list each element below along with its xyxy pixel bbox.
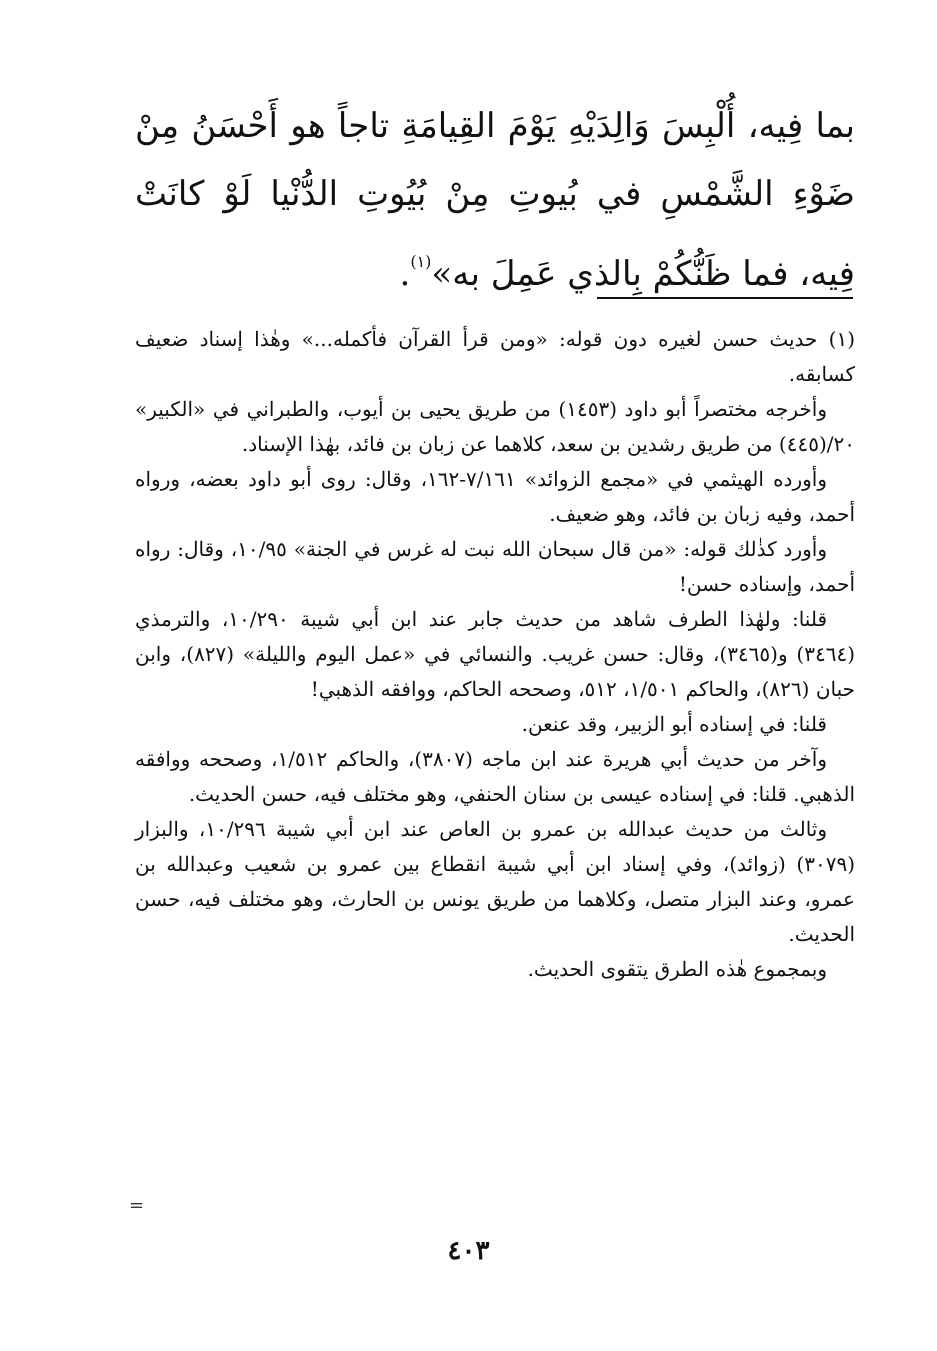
footnote-paragraph: وبمجموع هٰذه الطرق يتقوى الحديث. — [527, 957, 827, 981]
main-text-body: بما فِيه، أُلْبِسَ وَالِدَيْهِ يَوْمَ القِيامَةِ تاجاً هو أَحْسَنُ مِنْ ضَوْءِ الشَّمْسِ في بُيوتِ مِنْ بُيُوتِ الدُّنْيا لَوْ كانَتْ فِيه، فما ظَنُّكُمْ بِالذي عَمِلَ به» — [135, 106, 855, 294]
footnote-paragraph: وأورد كذٰلك قوله: «من قال سبحان الله نبت له غرس في الجنة» ١٠/٩٥، وقال: رواه أحمد، وإسناده حسن! — [135, 537, 855, 596]
footnotes — [135, 322, 855, 987]
margin-continuation-mark: = — [129, 1195, 145, 1216]
footnote-paragraph: (١) حديث حسن لغيره دون قوله: «ومن قرأ القرآن فأكمله...» وهٰذا إسناد ضعيف كسابقه. — [135, 327, 855, 386]
footnote-paragraph: وآخر من حديث أبي هريرة عند ابن ماجه (٣٨٠٧)، والحاكم ١/٥١٢، وصححه ووافقه الذهبي. قلنا: في إسناده عيسى بن سنان الحنفي، وهو مختلف فيه، حسن الحديث. — [135, 747, 855, 806]
footnote-paragraph: وأورده الهيثمي في «مجمع الزوائد» ٧/١٦١-١٦٢، وقال: روى أبو داود بعضه، ورواه أحمد، وفيه زبان بن فائد، وهو ضعيف. — [135, 467, 855, 526]
footnote-separator — [597, 297, 853, 299]
footnote-paragraph: وأخرجه مختصراً أبو داود (١٤٥٣) من طريق يحيى بن أيوب، والطبراني في «الكبير» ٢٠/(٤٤٥) من طريق رشدين بن سعد، كلاهما عن زبان بن فائد، بهٰذا الإسناد. — [135, 397, 855, 456]
main-text-end: . — [399, 254, 411, 294]
footnote-paragraph: وثالث من حديث عبدالله بن عمرو بن العاص عند ابن أبي شيبة ١٠/٢٩٦، والبزار (٣٠٧٩) (زوائد)، وفي إسناد ابن أبي شيبة انقطاع بين عمرو بن شعيب وعبدالله بن عمرو، وعند البزار متصل، وكلاهما من طريق يونس بن الحارث، وهو مختلف فيه، حسن الحديث. — [135, 817, 855, 946]
footnote-paragraph: قلنا: ولهٰذا الطرف شاهد من حديث جابر عند ابن أبي شيبة ١٠/٢٩٠، والترمذي (٣٤٦٤) و(٣٤٦٥)، وقال: حسن غريب. والنسائي في «عمل اليوم والليلة» (٨٢٧)، وابن حبان (٨٢٦)، والحاكم ١/٥٠١، ٥١٢، وصححه الحاكم، ووافقه الذهبي! — [135, 607, 855, 701]
page-number: ٤٠٣ — [447, 1236, 490, 1266]
main-text — [135, 92, 855, 308]
footnote-paragraph: قلنا: في إسناده أبو الزبير، وقد عنعن. — [521, 712, 827, 736]
footnote-reference: (١) — [410, 252, 432, 271]
